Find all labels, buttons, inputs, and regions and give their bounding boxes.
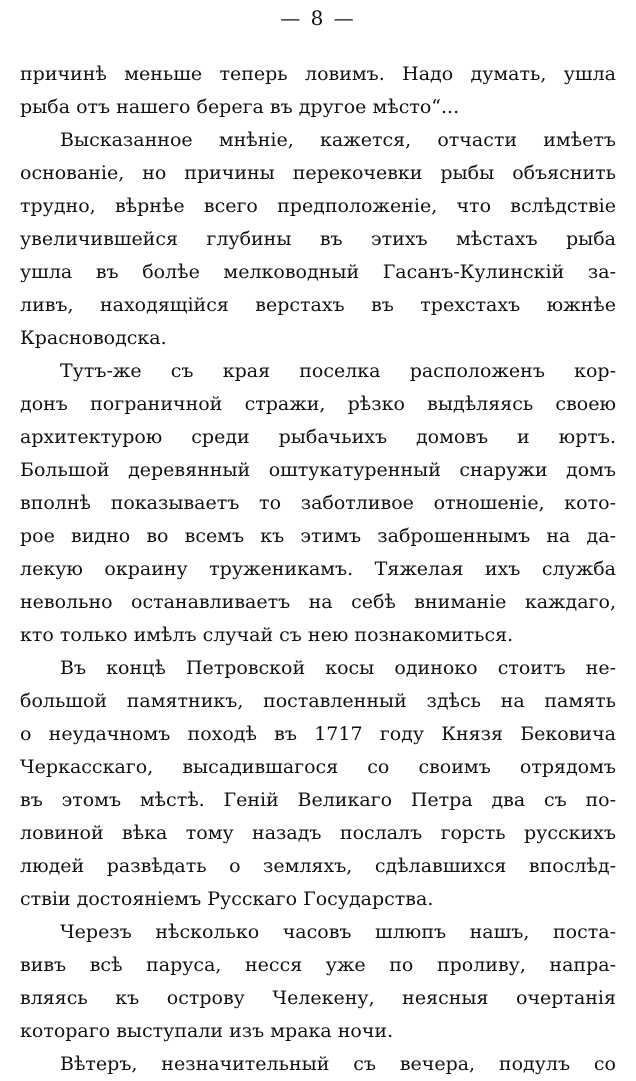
- text-line: Тутъ-же съ края поселка расположенъ кор-: [60, 360, 616, 382]
- text-line: причинѣ меньше теперь ловимъ. Надо думать, ушла: [20, 63, 616, 85]
- text-line: Красноводска.: [20, 327, 167, 349]
- text-line: Черкасскаго, высадившагося со своимъ отрядомъ: [20, 756, 616, 778]
- text-line: Черезъ нѣсколько часовъ шлюпъ нашъ, поста-: [60, 921, 616, 943]
- text-line: рыба отъ нашего берега въ другое мѣсто“...: [20, 96, 460, 118]
- text-line: въ этомъ мѣстѣ. Геній Великаго Петра два съ по-: [20, 789, 616, 811]
- text-line: рое видно во всемъ къ этимъ заброшеннымъ на да-: [20, 525, 616, 547]
- text-line: кто только имѣлъ случай съ нею познакомиться.: [20, 624, 514, 646]
- text-line: невольно останавливаетъ на себѣ вниманіе каждаго,: [20, 591, 616, 613]
- text-line: трудно, вѣрнѣе всего предположеніе, что вслѣдствіе: [20, 195, 616, 217]
- text-line: вивъ всѣ паруса, несся уже по проливу, напра-: [20, 954, 616, 976]
- text-line: лекую окраину труженикамъ. Тяжелая ихъ служба: [20, 558, 616, 580]
- text-line: людей развѣдать о земляхъ, сдѣлавшихся впослѣд-: [20, 855, 616, 877]
- text-line: архитектурою среди рыбачьихъ домовъ и юртъ.: [20, 426, 616, 448]
- text-line: Высказанное мнѣніе, кажется, отчасти имѣетъ: [60, 129, 616, 151]
- text-line: вполнѣ показываетъ то заботливое отношеніе, кото-: [20, 492, 616, 514]
- text-line: ствіи достояніемъ Русскаго Государства.: [20, 888, 434, 910]
- text-line: ушла въ болѣе мелководный Гасанъ-Кулинскій за-: [20, 261, 616, 283]
- text-line: донъ пограничной стражи, рѣзко выдѣляясь своею: [20, 393, 616, 415]
- text-line: котораго выступали изъ мрака ночи.: [20, 1020, 394, 1042]
- text-line: ливъ, находящійся верстахъ въ трехстахъ южнѣе: [20, 294, 616, 316]
- text-line: основаніе, но причины перекочевки рыбы объяснить: [20, 162, 616, 184]
- text-line: Вѣтеръ, незначительный съ вечера, подулъ со: [60, 1053, 616, 1075]
- text-line: о неудачномъ походѣ въ 1717 году Князя Бековича: [20, 723, 616, 745]
- text-line: вляясь къ острову Челекену, неясныя очертанія: [20, 987, 616, 1009]
- text-line: большой памятникъ, поставленный здѣсь на память: [20, 690, 616, 712]
- text-line: ловиной вѣка тому назадъ послалъ горсть русскихъ: [20, 822, 616, 844]
- text-line: Въ концѣ Петровской косы одиноко стоитъ не-: [60, 657, 616, 679]
- text-line: Большой деревянный оштукатуренный снаружи домъ: [20, 459, 616, 481]
- text-line: увеличившейся глубины въ этихъ мѣстахъ рыба: [20, 228, 616, 250]
- body-text: [20, 58, 616, 1081]
- page-number: — 8 —: [280, 6, 356, 30]
